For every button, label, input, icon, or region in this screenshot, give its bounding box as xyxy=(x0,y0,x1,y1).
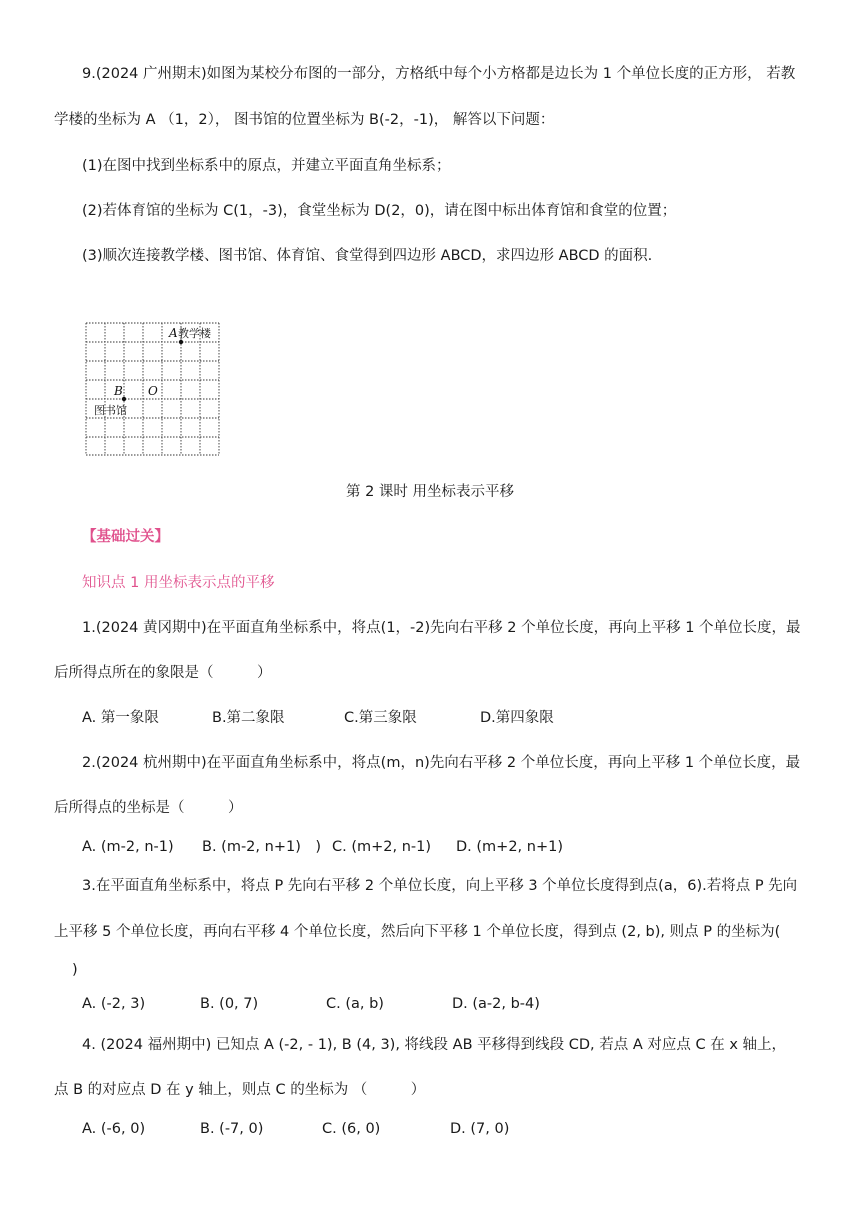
q3-option-c: C. (a, b) xyxy=(326,996,384,1012)
label-b: B xyxy=(114,384,123,398)
q2-option-d: D. (m+2, n+1) xyxy=(456,839,563,855)
label-a-text: 教学楼 xyxy=(178,327,211,340)
point-a-dot xyxy=(179,340,183,344)
label-o: O xyxy=(148,384,158,398)
q3-option-b: B. (0, 7) xyxy=(200,996,259,1012)
q2-line-1: 2.(2024 杭州期中)在平面直角坐标系中，将点(m，n)先向右平移 2 个单位长度，再向上平移 1 个单位长度，最 xyxy=(82,755,801,771)
q9-part-1: (1)在图中找到坐标系中的原点，并建立平面直角坐标系； xyxy=(82,158,451,174)
q9-part-3: (3)顺次连接教学楼、图书馆、体育馆、食堂得到四边形 ABCD，求四边形 ABCD 的面积. xyxy=(82,248,653,264)
knowledge-point-1: 知识点 1 用坐标表示点的平移 xyxy=(82,575,275,591)
q4-line-1: 4. (2024 福州期中) 已知点 A (-2, - 1), B (4, 3), 将线段 AB 平移得到线段 CD, 若点 A 对应点 C 在 x 轴上， xyxy=(82,1037,787,1053)
q1-option-c: C.第三象限 xyxy=(344,710,417,726)
q3-line-2: 上平移 5 个单位长度，再向右平移 4 个单位长度，然后向下平移 1 个单位长度，得到点 (2, b), 则点 P 的坐标为( xyxy=(54,924,781,940)
label-b-text: 图书馆 xyxy=(94,404,127,417)
q1-option-d: D.第四象限 xyxy=(480,710,554,726)
q9-part-2: (2)若体育馆的坐标为 C(1，-3)，食堂坐标为 D(2，0)，请在图中标出体育馆和食堂的位置； xyxy=(82,203,677,219)
q9-line-1: 9.(2024 广州期末)如图为某校分布图的一部分，方格纸中每个小方格都是边长为 1 个单位长度的正方形， 若教 xyxy=(82,66,796,82)
q4-option-b: B. (-7, 0) xyxy=(200,1121,264,1137)
grid-svg xyxy=(84,320,226,460)
label-a: A xyxy=(169,326,178,340)
q1-option-a: A. 第一象限 xyxy=(82,710,159,726)
q2-option-b: B. (m-2, n+1) ) xyxy=(202,839,322,855)
q4-option-c: C. (6, 0) xyxy=(322,1121,381,1137)
q3-option-d: D. (a-2, b-4) xyxy=(452,996,540,1012)
lesson-title: 第 2 课时 用坐标表示平移 xyxy=(345,484,515,500)
q3-option-a: A. (-2, 3) xyxy=(82,996,146,1012)
q2-line-2: 后所得点的坐标是（ ） xyxy=(54,800,243,816)
q1-line-1: 1.(2024 黄冈期中)在平面直角坐标系中，将点(1，-2)先向右平移 2 个单位长度，再向上平移 1 个单位长度，最 xyxy=(82,620,801,636)
q4-option-a: A. (-6, 0) xyxy=(82,1121,146,1137)
q1-option-b: B.第二象限 xyxy=(212,710,285,726)
q3-line-1: 3.在平面直角坐标系中，将点 P 先向右平移 2 个单位长度，向上平移 3 个单位长度得到点(a，6).若将点 P 先向 xyxy=(82,878,798,894)
section-heading: 【基础过关】 xyxy=(82,529,169,545)
q1-line-2: 后所得点所在的象限是（ ） xyxy=(54,665,272,681)
q4-line-2: 点 B 的对应点 D 在 y 轴上，则点 C 的坐标为 （ ） xyxy=(54,1082,426,1098)
campus-grid-figure xyxy=(84,320,226,460)
q4-option-d: D. (7, 0) xyxy=(450,1121,510,1137)
q2-option-a: A. (m-2, n-1) xyxy=(82,839,174,855)
q2-option-c: C. (m+2, n-1) xyxy=(332,839,432,855)
q9-line-2: 学楼的坐标为 A （1，2）， 图书馆的位置坐标为 B(-2，-1)， 解答以下问题： xyxy=(54,112,555,128)
q3-line-3: ) xyxy=(72,962,78,978)
